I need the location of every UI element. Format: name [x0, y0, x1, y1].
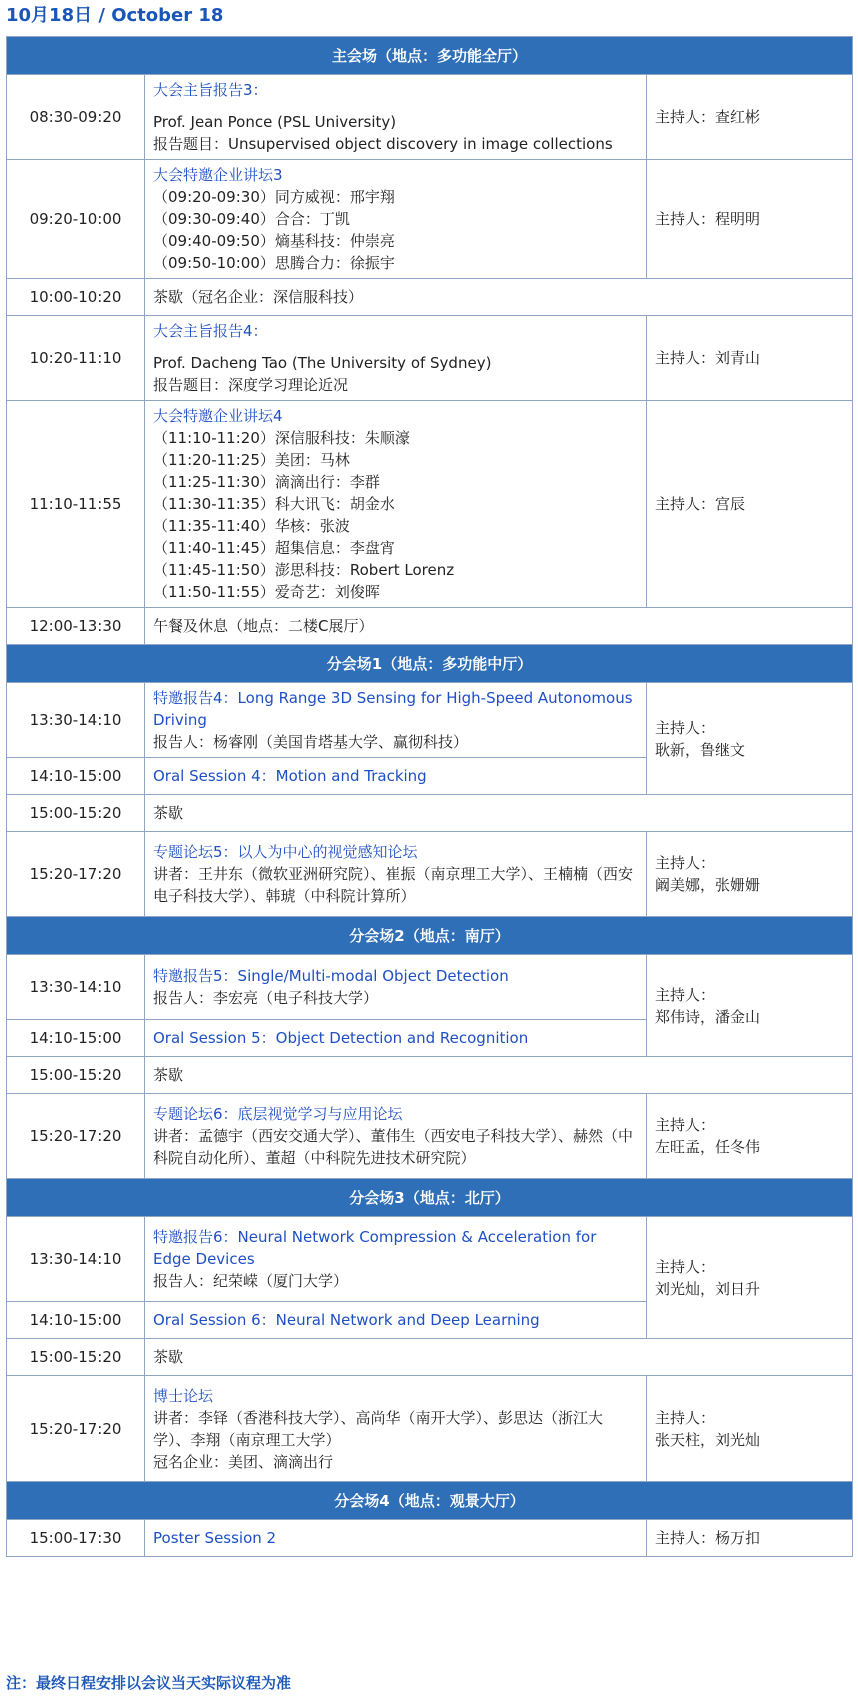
sponsor: 冠名企业：美团、滴滴出行 — [153, 1452, 334, 1471]
content-cell — [145, 1217, 647, 1302]
host-names: 耿新，鲁继文 — [655, 740, 746, 759]
content-cell — [145, 75, 647, 160]
session-title: 特邀报告6：Neural Network Compression & Acceleration for Edge Devices — [153, 1228, 597, 1268]
host-label: 主持人： — [655, 985, 716, 1004]
footnote: 注：最终日程安排以会议当天实际议程为准 — [6, 1674, 292, 1692]
table-row — [7, 279, 853, 316]
content-cell — [145, 1094, 647, 1179]
content-cell: 茶歇（冠名企业：深信服科技） — [145, 279, 853, 316]
session-title: 专题论坛6：底层视觉学习与应用论坛 — [153, 1105, 403, 1123]
table-row — [7, 75, 853, 160]
time-cell: 09:20-10:00 — [7, 160, 145, 279]
host-cell — [647, 1094, 853, 1179]
session-title: Oral Session 5：Object Detection and Recognition — [145, 1020, 647, 1057]
session-title: Oral Session 4：Motion and Tracking — [145, 758, 647, 795]
table-row — [7, 683, 853, 758]
time-cell: 14:10-15:00 — [7, 1020, 145, 1057]
content-cell — [145, 832, 647, 917]
table-row — [7, 1057, 853, 1094]
table-row — [7, 316, 853, 401]
speaker: 报告人：纪荣嵘（厦门大学） — [153, 1272, 349, 1290]
host-cell: 主持人：杨万扣 — [647, 1520, 853, 1557]
section-header-s3: 分会场3（地点：北厅） — [7, 1179, 853, 1217]
list-item: （11:20-11:25）美团：马林 — [153, 451, 350, 469]
host-names: 阚美娜，张姗姗 — [655, 876, 761, 894]
section-header-s2: 分会场2（地点：南厅） — [7, 917, 853, 955]
session-title: Poster Session 2 — [145, 1520, 647, 1557]
list-item: （11:30-11:35）科大讯飞：胡金水 — [153, 495, 395, 513]
session-title: 大会主旨报告3： — [153, 81, 268, 99]
schedule-table — [6, 36, 853, 1557]
table-row — [7, 1520, 853, 1557]
speaker: 报告人：李宏亮（电子科技大学） — [153, 989, 379, 1007]
content-cell — [145, 1376, 647, 1482]
host-cell — [647, 955, 853, 1057]
list-item: （09:20-09:30）同方威视：邢宇翔 — [153, 188, 395, 206]
table-row — [7, 832, 853, 917]
time-cell: 13:30-14:10 — [7, 1217, 145, 1302]
table-row — [7, 1376, 853, 1482]
content-cell — [145, 955, 647, 1020]
host-cell — [647, 832, 853, 917]
time-cell: 13:30-14:10 — [7, 955, 145, 1020]
content-cell: 茶歇 — [145, 1339, 853, 1376]
list-item: （11:25-11:30）滴滴出行：李群 — [153, 473, 380, 491]
host-cell — [647, 1217, 853, 1339]
time-cell: 15:00-15:20 — [7, 1339, 145, 1376]
host-label: 主持人： — [655, 1116, 716, 1134]
content-cell: 茶歇 — [145, 1057, 853, 1094]
speaker: 报告人：杨睿刚（美国肯塔基大学、赢彻科技） — [153, 733, 469, 751]
content-cell — [145, 683, 647, 758]
session-title: 特邀报告5：Single/Multi-modal Object Detection — [153, 967, 509, 985]
list-item: （09:30-09:40）合合：丁凯 — [153, 210, 350, 228]
table-row — [7, 1339, 853, 1376]
content-cell: 午餐及休息（地点：二楼C展厅） — [145, 608, 853, 645]
content-cell — [145, 160, 647, 279]
list-item: （11:50-11:55）爱奇艺：刘俊晖 — [153, 583, 380, 601]
table-row — [7, 955, 853, 1020]
page-title: 10月18日 / October 18 — [6, 5, 224, 26]
host-names: 郑伟诗，潘金山 — [655, 1007, 761, 1026]
list-item: （11:10-11:20）深信服科技：朱顺濠 — [153, 429, 410, 447]
speaker: Prof. Jean Ponce (PSL University) — [153, 113, 397, 131]
host-cell: 主持人：刘青山 — [647, 316, 853, 401]
host-cell — [647, 1376, 853, 1482]
session-title: 大会特邀企业讲坛4 — [153, 407, 283, 425]
time-cell: 12:00-13:30 — [7, 608, 145, 645]
table-row — [7, 160, 853, 279]
content-cell — [145, 401, 647, 608]
host-cell: 主持人：宫辰 — [647, 401, 853, 608]
list-item: （09:50-10:00）思腾合力：徐振宇 — [153, 254, 395, 272]
time-cell: 15:20-17:20 — [7, 1376, 145, 1482]
list-item: （11:35-11:40）华核：张波 — [153, 517, 350, 535]
list-item: （11:45-11:50）澎思科技：Robert Lorenz — [153, 561, 455, 579]
time-cell: 15:00-15:20 — [7, 1057, 145, 1094]
table-row — [7, 1094, 853, 1179]
host-cell — [647, 683, 853, 795]
host-label: 主持人： — [655, 1408, 716, 1427]
session-title: Oral Session 6：Neural Network and Deep Learning — [145, 1302, 647, 1339]
content-cell: 茶歇 — [145, 795, 853, 832]
time-cell: 10:20-11:10 — [7, 316, 145, 401]
table-row — [7, 401, 853, 608]
time-cell: 13:30-14:10 — [7, 683, 145, 758]
time-cell: 15:20-17:20 — [7, 1094, 145, 1179]
table-row — [7, 1217, 853, 1302]
time-cell: 08:30-09:20 — [7, 75, 145, 160]
talk-topic: 报告题目：深度学习理论近况 — [153, 376, 349, 394]
table-row — [7, 608, 853, 645]
host-names: 左旺孟，任冬伟 — [655, 1138, 761, 1156]
session-title: 专题论坛5：以人为中心的视觉感知论坛 — [153, 843, 418, 861]
section-header-s4: 分会场4（地点：观景大厅） — [7, 1482, 853, 1520]
session-title: 大会主旨报告4： — [153, 322, 268, 340]
list-item: （09:40-09:50）熵基科技：仲崇亮 — [153, 232, 395, 250]
host-label: 主持人： — [655, 718, 716, 737]
speaker: Prof. Dacheng Tao (The University of Sydney) — [153, 354, 492, 372]
session-title: 特邀报告4：Long Range 3D Sensing for High-Speed Autonomous Driving — [153, 689, 633, 729]
table-row — [7, 795, 853, 832]
section-header-s1: 分会场1（地点：多功能中厅） — [7, 645, 853, 683]
time-cell: 15:00-17:30 — [7, 1520, 145, 1557]
speakers: 讲者：王井东（微软亚洲研究院）、崔振（南京理工大学）、王楠楠（西安电子科技大学）、韩琥（中科院计算所） — [153, 865, 634, 905]
speakers: 讲者：李铎（香港科技大学）、高尚华（南开大学）、彭思达（浙江大学）、李翔（南京理工大学） — [153, 1408, 604, 1449]
time-cell: 15:20-17:20 — [7, 832, 145, 917]
talk-topic: 报告题目：Unsupervised object discovery in image collections — [153, 135, 613, 153]
host-cell: 主持人：程明明 — [647, 160, 853, 279]
time-cell: 11:10-11:55 — [7, 401, 145, 608]
host-label: 主持人： — [655, 854, 716, 872]
session-title: 大会特邀企业讲坛3 — [153, 166, 283, 184]
speakers: 讲者：孟德宇（西安交通大学）、董伟生（西安电子科技大学）、赫然（中科院自动化所）、董超（中科院先进技术研究院） — [153, 1127, 634, 1167]
content-cell — [145, 316, 647, 401]
time-cell: 15:00-15:20 — [7, 795, 145, 832]
time-cell: 10:00-10:20 — [7, 279, 145, 316]
section-header-main: 主会场（地点：多功能全厅） — [7, 37, 853, 75]
host-names: 张天柱，刘光灿 — [655, 1430, 761, 1449]
host-cell: 主持人：查红彬 — [647, 75, 853, 160]
host-label: 主持人： — [655, 1257, 716, 1276]
list-item: （11:40-11:45）超集信息：李盘宵 — [153, 539, 395, 557]
session-title: 博士论坛 — [153, 1386, 214, 1405]
host-names: 刘光灿，刘日升 — [655, 1279, 761, 1298]
time-cell: 14:10-15:00 — [7, 758, 145, 795]
time-cell: 14:10-15:00 — [7, 1302, 145, 1339]
